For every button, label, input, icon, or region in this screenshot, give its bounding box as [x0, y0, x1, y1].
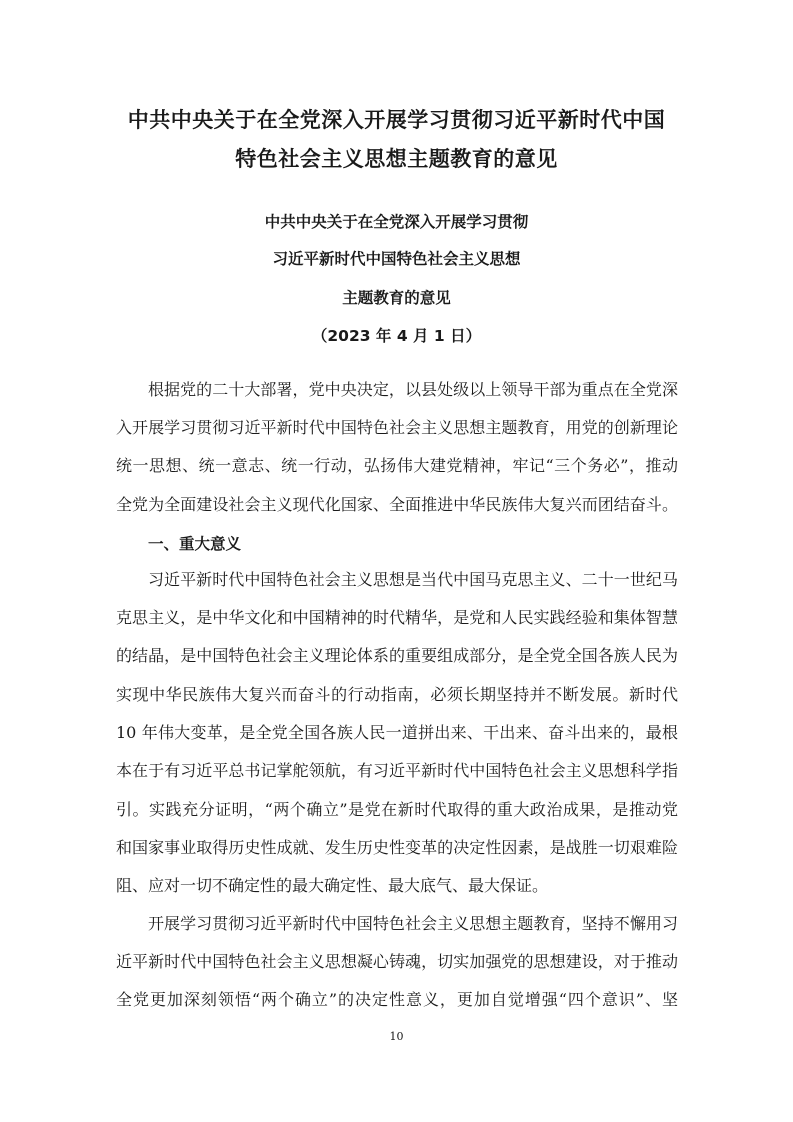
para2-line: 全党更加深刻领悟“两个确立”的决定性意义，更加自觉增强“四个意识”、坚 [116, 990, 678, 1009]
para1-line: 10 年伟大变革，是全党全国各族人民一道拼出来、干出来、奋斗出来的，最根 [116, 723, 678, 742]
subtitle-line-2: 习近平新时代中国特色社会主义思想 [272, 250, 521, 268]
document-title-line-2: 特色社会主义思想主题教育的意见 [235, 147, 558, 171]
subtitle-line-1: 中共中央关于在全党深入开展学习贯彻 [264, 213, 529, 231]
section-heading: 一、重大意义 [148, 535, 242, 553]
subtitle-line-3: 主题教育的意见 [342, 289, 451, 307]
para2-line: 近平新时代中国特色社会主义思想凝心铸魂，切实加强党的思想建设，对于推动 [116, 952, 678, 971]
intro-line: 统一思想、统一意志、统一行动，弘扬伟大建党精神，牢记“三个务必”，推动 [116, 456, 678, 475]
para1-line: 实现中华民族伟大复兴而奋斗的行动指南，必须长期坚持并不断发展。新时代 [116, 685, 678, 704]
intro-line: 全党为全面建设社会主义现代化国家、全面推进中华民族伟大复兴而团结奋斗。 [116, 495, 678, 514]
page-number: 10 [389, 1030, 404, 1043]
intro-line: 根据党的二十大部署，党中央决定，以县处级以上领导干部为重点在全党深 [148, 380, 678, 399]
intro-line: 入开展学习贯彻习近平新时代中国特色社会主义思想主题教育，用党的创新理论 [116, 418, 678, 437]
para1-line: 克思主义，是中华文化和中国精神的时代精华，是党和人民实践经验和集体智慧 [116, 608, 678, 627]
document-date: （2023 年 4 月 1 日） [311, 327, 482, 345]
document-title-line-1: 中共中央关于在全党深入开展学习贯彻习近平新时代中国 [127, 108, 666, 132]
para1-line: 本在于有习近平总书记掌舵领航，有习近平新时代中国特色社会主义思想科学指 [116, 761, 678, 780]
para1-line: 习近平新时代中国特色社会主义思想是当代中国马克思主义、二十一世纪马 [148, 570, 678, 589]
para1-line: 的结晶，是中国特色社会主义理论体系的重要组成部分，是全党全国各族人民为 [116, 646, 678, 665]
para1-line: 引。实践充分证明，“两个确立”是党在新时代取得的重大政治成果，是推动党 [116, 800, 678, 819]
para2-line: 开展学习贯彻习近平新时代中国特色社会主义思想主题教育，坚持不懈用习 [148, 914, 678, 933]
para1-line: 和国家事业取得历史性成就、发生历史性变革的决定性因素，是战胜一切艰难险 [116, 838, 678, 857]
para1-line: 阻、应对一切不确定性的最大确定性、最大底气、最大保证。 [116, 876, 549, 895]
